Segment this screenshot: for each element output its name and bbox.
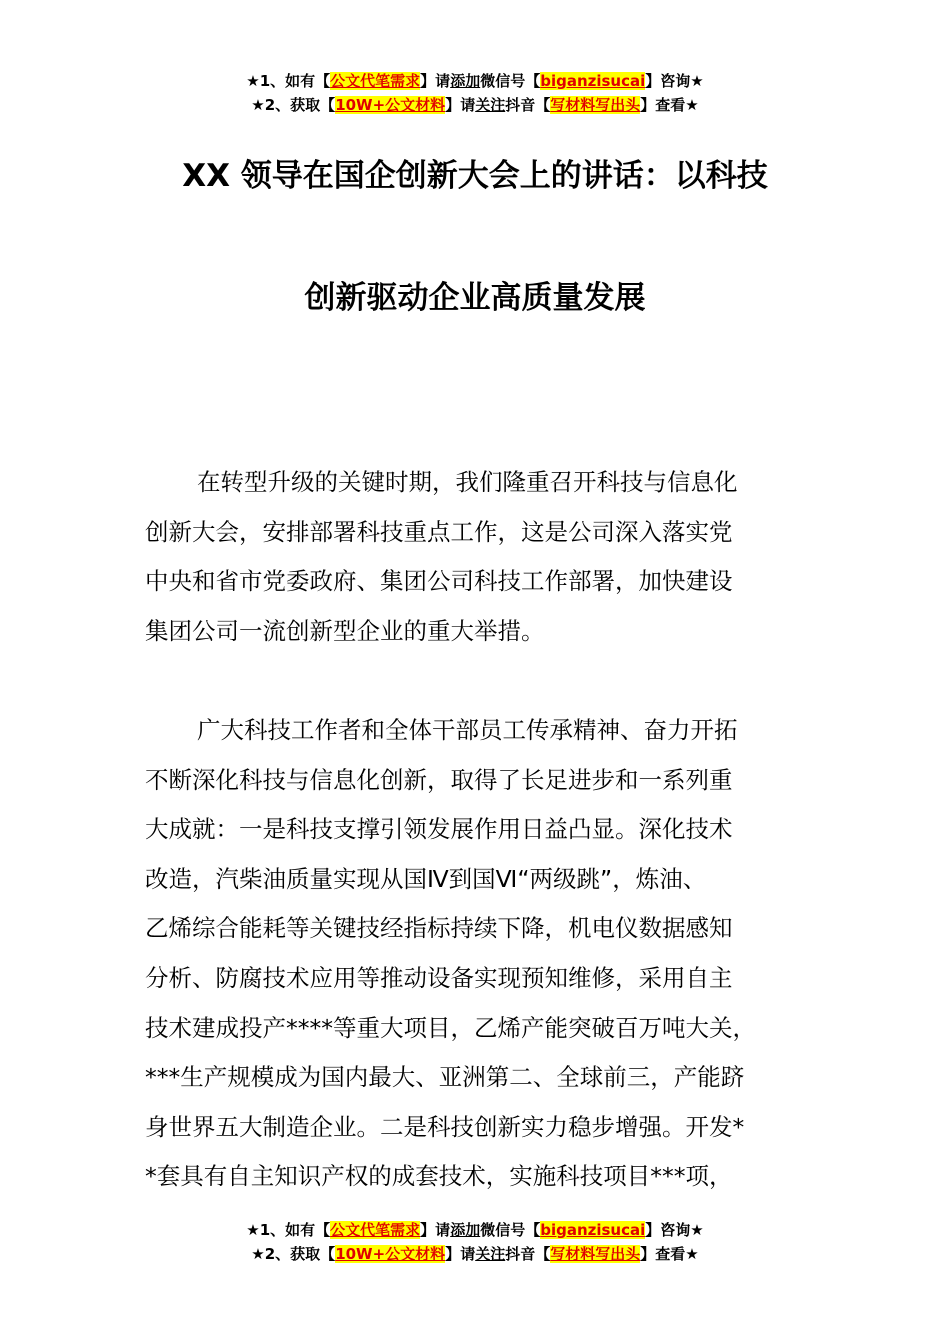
paragraph-2: 广大科技工作者和全体干部员工传承精神、奋力开拓 不断深化科技与信息化创新，取得了长足进步和一系列重 大成就：一是科技支撑引领发展作用日益凸显。深化技术 改造，汽柴油质量实现从国Ⅳ到国Ⅵ“两级跳”，炼油、 乙烯综合能耗等关键技经指标持续下降，机电仪数据感知 分析、防腐技术应用等推动设备实现预知维修，采用自主 技术建成投产****等重大项目，乙烯产能突破百万吨大关， ***生产规模成为国内最大、亚洲第二、全球前三，产能跻 身世界五大制造企业。二是科技创新实力稳步增强。开发* *套具有自主知识产权的成套技术，实施科技项目***项， (145, 716, 756, 1191)
promo-header (0, 69, 950, 117)
promo-line-1: ★1、如有【公文代笔需求】请添加微信号【biganzisucai】咨询★ (246, 1221, 704, 1239)
title-line-2: 创新驱动企业高质量发展 (304, 280, 646, 316)
paragraph-1: 在转型升级的关键时期，我们隆重召开科技与信息化 创新大会，安排部署科技重点工作，这是公司深入落实党 中央和省市党委政府、集团公司科技工作部署，加快建设 集团公司一流创新型企业的重大举措。 (145, 468, 738, 645)
promo-line-2: ★2、获取【10W+公文材料】请关注抖音【写材料写出头】查看★ (251, 1245, 699, 1263)
promo-line-1: ★1、如有【公文代笔需求】请添加微信号【biganzisucai】咨询★ (246, 72, 704, 90)
title-line-1: XX 领导在国企创新大会上的讲话：以科技 (182, 158, 768, 194)
promo-footer (0, 1218, 950, 1266)
promo-line-2: ★2、获取【10W+公文材料】请关注抖音【写材料写出头】查看★ (251, 96, 699, 114)
